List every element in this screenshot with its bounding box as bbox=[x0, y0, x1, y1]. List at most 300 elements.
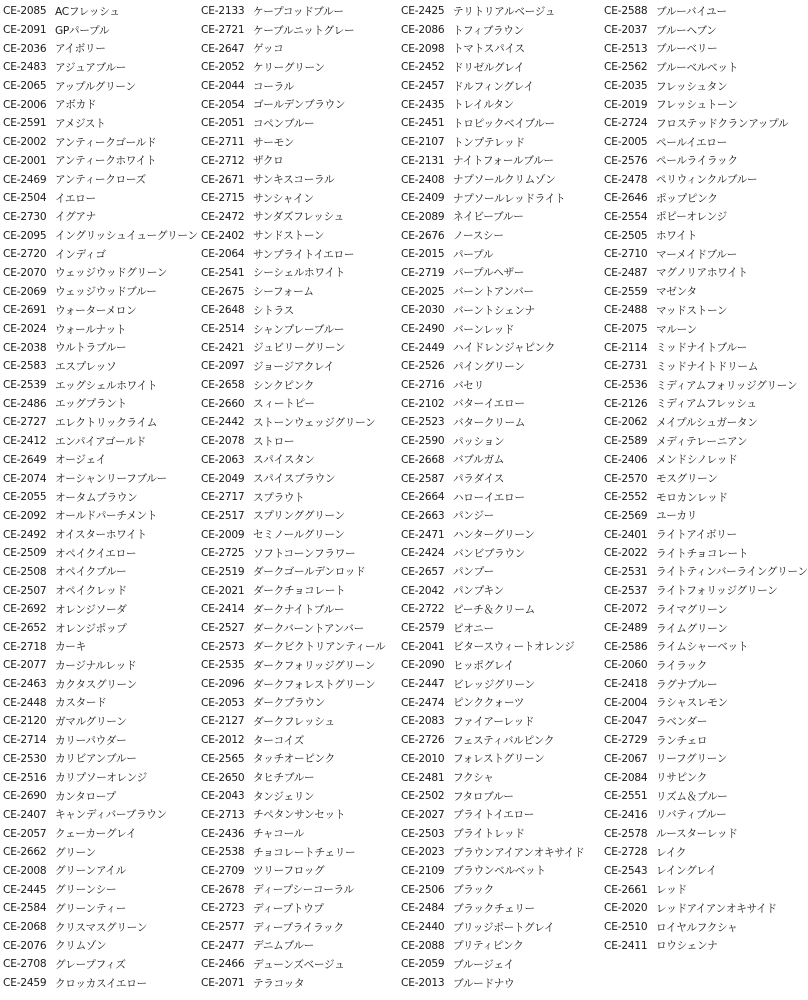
color-code: CE-2713 bbox=[201, 808, 245, 821]
color-code: CE-2727 bbox=[3, 416, 47, 429]
list-item bbox=[604, 2, 800, 21]
list-item bbox=[401, 544, 597, 563]
color-name: GPパープル bbox=[55, 24, 110, 37]
color-name: オイスターホワイト bbox=[55, 529, 147, 542]
list-item bbox=[201, 245, 397, 264]
color-name: ラベンダー bbox=[656, 715, 708, 728]
color-code: CE-2712 bbox=[201, 154, 245, 167]
color-code: CE-2074 bbox=[3, 472, 47, 485]
list-item bbox=[401, 600, 597, 619]
color-name: ラシャスレモン bbox=[656, 697, 728, 710]
list-item bbox=[604, 507, 800, 526]
color-code: CE-2589 bbox=[604, 435, 648, 448]
color-code: CE-2509 bbox=[3, 547, 47, 560]
list-item bbox=[401, 170, 597, 189]
color-code: CE-2538 bbox=[201, 846, 245, 859]
list-item bbox=[401, 21, 597, 40]
list-item bbox=[604, 806, 800, 825]
color-name: ダークブラウン bbox=[253, 697, 326, 710]
list-item bbox=[604, 469, 800, 488]
list-item bbox=[401, 39, 597, 58]
color-code: CE-2047 bbox=[604, 715, 648, 728]
list-item bbox=[201, 133, 397, 152]
list-item bbox=[604, 862, 800, 881]
list-item bbox=[3, 563, 199, 582]
list-item bbox=[3, 189, 199, 208]
list-item bbox=[3, 58, 199, 77]
color-code: CE-2715 bbox=[201, 192, 245, 205]
list-item bbox=[401, 95, 597, 114]
color-code: CE-2414 bbox=[201, 603, 245, 616]
color-code: CE-2565 bbox=[201, 752, 245, 765]
list-item bbox=[201, 918, 397, 937]
color-code: CE-2440 bbox=[401, 921, 445, 934]
color-name: オールドパーチメント bbox=[55, 510, 158, 523]
color-name: シトラス bbox=[253, 304, 294, 317]
color-code: CE-2731 bbox=[604, 360, 648, 373]
color-name: ウルトラブルー bbox=[55, 342, 127, 355]
color-name: ユーカリ bbox=[656, 510, 697, 523]
color-code: CE-2517 bbox=[201, 509, 245, 522]
color-code: CE-2523 bbox=[401, 416, 445, 429]
color-name: ACフレッシュ bbox=[55, 5, 120, 18]
color-code: CE-2591 bbox=[3, 117, 47, 130]
color-name: ライマグリーン bbox=[656, 603, 728, 616]
color-code: CE-2036 bbox=[3, 42, 47, 55]
list-item bbox=[401, 2, 597, 21]
list-item bbox=[201, 712, 397, 731]
list-item bbox=[604, 600, 800, 619]
color-code: CE-2098 bbox=[401, 42, 445, 55]
list-item bbox=[3, 469, 199, 488]
list-item bbox=[3, 693, 199, 712]
list-item bbox=[604, 394, 800, 413]
color-code: CE-2543 bbox=[604, 864, 648, 877]
color-code: CE-2401 bbox=[604, 528, 648, 541]
list-item bbox=[604, 451, 800, 470]
list-item bbox=[401, 750, 597, 769]
color-name: ピンククォーツ bbox=[453, 697, 525, 710]
color-name: ラグナブルー bbox=[656, 678, 718, 691]
list-item bbox=[3, 21, 199, 40]
list-item bbox=[401, 376, 597, 395]
color-code: CE-2508 bbox=[3, 565, 47, 578]
color-code: CE-2719 bbox=[401, 266, 445, 279]
color-name: インディゴ bbox=[55, 248, 106, 261]
list-item bbox=[3, 974, 199, 993]
color-code: CE-2668 bbox=[401, 453, 445, 466]
color-name: ロウシェンナ bbox=[656, 940, 718, 953]
color-code: CE-2062 bbox=[604, 416, 648, 429]
list-column-3 bbox=[401, 2, 597, 992]
list-item bbox=[201, 843, 397, 862]
color-code: CE-2516 bbox=[3, 771, 47, 784]
color-code: CE-2442 bbox=[201, 416, 245, 429]
list-item bbox=[201, 208, 397, 227]
color-code: CE-2055 bbox=[3, 491, 47, 504]
list-item bbox=[201, 469, 397, 488]
color-name: スィートピー bbox=[253, 398, 315, 411]
color-code: CE-2002 bbox=[3, 136, 47, 149]
color-name: チペタンサンセット bbox=[253, 809, 346, 822]
color-name: ノースシー bbox=[453, 230, 504, 243]
color-name: ケリーグリーン bbox=[253, 61, 325, 74]
color-name: ウォーターメロン bbox=[55, 304, 137, 317]
color-code: CE-2718 bbox=[3, 640, 47, 653]
color-name: バタークリーム bbox=[453, 416, 526, 429]
color-name: オージェイ bbox=[55, 454, 107, 467]
list-item bbox=[604, 619, 800, 638]
list-item bbox=[401, 824, 597, 843]
list-item bbox=[604, 264, 800, 283]
color-name: ファイアーレッド bbox=[453, 715, 535, 728]
color-name: イエロー bbox=[55, 192, 96, 205]
color-code: CE-2042 bbox=[401, 584, 445, 597]
color-name: ダークチョコレート bbox=[253, 585, 346, 598]
list-item bbox=[201, 880, 397, 899]
color-name: オペイクイエロー bbox=[55, 547, 137, 560]
color-name: サンキスコーラル bbox=[253, 174, 335, 187]
color-name: ブルードナウ bbox=[453, 977, 515, 990]
color-name: アンティークローズ bbox=[55, 174, 146, 187]
color-name: サンドストーン bbox=[253, 230, 325, 243]
list-item bbox=[3, 226, 199, 245]
color-code: CE-2083 bbox=[401, 715, 445, 728]
list-item bbox=[201, 862, 397, 881]
color-code: CE-2552 bbox=[604, 491, 648, 504]
list-item bbox=[3, 712, 199, 731]
color-code: CE-2407 bbox=[3, 808, 47, 821]
color-name: カリプソーオレンジ bbox=[55, 772, 147, 785]
color-code: CE-2086 bbox=[401, 24, 445, 37]
list-item bbox=[3, 936, 199, 955]
color-name: カンタロープ bbox=[55, 790, 116, 803]
color-code: CE-2097 bbox=[201, 360, 245, 373]
list-item bbox=[201, 974, 397, 993]
color-name: ダークナイトブルー bbox=[253, 603, 345, 616]
color-name: パラダイス bbox=[453, 473, 505, 486]
color-code: CE-2133 bbox=[201, 5, 245, 18]
color-code: CE-2507 bbox=[3, 584, 47, 597]
color-code: CE-2559 bbox=[604, 285, 648, 298]
color-name: ドルフィングレイ bbox=[453, 80, 534, 93]
color-name: コーラル bbox=[253, 80, 294, 93]
color-name: ブラック bbox=[453, 884, 494, 897]
color-name: テラコッタ bbox=[253, 977, 305, 990]
color-name: マルーン bbox=[656, 323, 697, 336]
list-item bbox=[401, 320, 597, 339]
color-code: CE-2569 bbox=[604, 509, 648, 522]
color-name: トマトスパイス bbox=[453, 43, 525, 56]
color-name: ストロー bbox=[253, 435, 295, 448]
list-item bbox=[401, 974, 597, 993]
color-name: プリティピンク bbox=[453, 940, 524, 953]
list-item bbox=[604, 936, 800, 955]
list-item bbox=[401, 955, 597, 974]
color-code: CE-2060 bbox=[604, 659, 648, 672]
list-item bbox=[401, 880, 597, 899]
list-item bbox=[401, 637, 597, 656]
list-item bbox=[3, 39, 199, 58]
color-code: CE-2711 bbox=[201, 136, 245, 149]
color-name: ディープライラック bbox=[253, 921, 344, 934]
list-item bbox=[3, 357, 199, 376]
color-code: CE-2671 bbox=[201, 173, 245, 186]
color-code: CE-2037 bbox=[604, 24, 648, 37]
color-code: CE-2662 bbox=[3, 846, 47, 859]
color-code: CE-2586 bbox=[604, 640, 648, 653]
color-code: CE-2424 bbox=[401, 547, 445, 560]
list-item bbox=[604, 208, 800, 227]
color-code: CE-2541 bbox=[201, 266, 245, 279]
list-item bbox=[604, 226, 800, 245]
color-code: CE-2519 bbox=[201, 565, 245, 578]
list-item bbox=[201, 600, 397, 619]
list-item bbox=[401, 133, 597, 152]
list-item bbox=[401, 58, 597, 77]
color-name: ライムグリーン bbox=[656, 622, 728, 635]
color-code: CE-2488 bbox=[604, 304, 648, 317]
color-code: CE-2510 bbox=[604, 921, 648, 934]
color-code: CE-2052 bbox=[201, 61, 245, 74]
color-code: CE-2579 bbox=[401, 622, 445, 635]
color-code: CE-2536 bbox=[604, 379, 648, 392]
list-column-1 bbox=[3, 2, 199, 992]
color-code: CE-2025 bbox=[401, 285, 445, 298]
color-code: CE-2077 bbox=[3, 659, 47, 672]
list-item bbox=[3, 824, 199, 843]
color-name: ライトフォリッジグリーン bbox=[656, 585, 778, 598]
list-item bbox=[3, 899, 199, 918]
color-code: CE-2474 bbox=[401, 696, 445, 709]
color-code: CE-2022 bbox=[604, 547, 648, 560]
color-name: クロッカスイエロー bbox=[55, 977, 147, 990]
color-name: エッグプラント bbox=[55, 398, 127, 411]
color-name: マッドストーン bbox=[656, 304, 728, 317]
color-name: ブルーバイユー bbox=[656, 5, 727, 18]
list-item bbox=[604, 432, 800, 451]
list-item bbox=[401, 301, 597, 320]
color-code: CE-2421 bbox=[201, 341, 245, 354]
color-code: CE-2091 bbox=[3, 24, 47, 37]
color-code: CE-2708 bbox=[3, 958, 47, 971]
color-name: タンジェリン bbox=[253, 790, 315, 803]
color-name: バンビブラウン bbox=[453, 547, 526, 560]
color-name: セミノールグリーン bbox=[253, 529, 345, 542]
list-item bbox=[201, 656, 397, 675]
color-name: ポップピンク bbox=[656, 192, 718, 205]
color-name: リサピンク bbox=[656, 772, 708, 785]
color-name: ツリーフロッグ bbox=[253, 865, 325, 878]
color-code: CE-2678 bbox=[201, 883, 245, 896]
list-item bbox=[3, 338, 199, 357]
color-code: CE-2084 bbox=[604, 771, 648, 784]
color-name: ケーブルニットグレー bbox=[253, 24, 355, 37]
color-name: ディープトウプ bbox=[253, 902, 324, 915]
color-name: サンダズフレッシュ bbox=[253, 211, 344, 224]
list-item bbox=[3, 245, 199, 264]
color-code: CE-2661 bbox=[604, 883, 648, 896]
list-item bbox=[201, 637, 397, 656]
color-code: CE-2664 bbox=[401, 491, 445, 504]
color-code: CE-2481 bbox=[401, 771, 445, 784]
color-code: CE-2012 bbox=[201, 734, 245, 747]
color-name: エンパイアゴールド bbox=[55, 435, 146, 448]
color-code: CE-2090 bbox=[401, 659, 445, 672]
color-code: CE-2729 bbox=[604, 734, 648, 747]
color-name: メンドシノレッド bbox=[656, 454, 738, 467]
list-item bbox=[604, 39, 800, 58]
color-code: CE-2411 bbox=[604, 939, 648, 952]
list-item bbox=[3, 862, 199, 881]
color-name: オレンジソーダ bbox=[55, 603, 127, 616]
color-code: CE-2435 bbox=[401, 98, 445, 111]
color-code: CE-2576 bbox=[604, 154, 648, 167]
list-item bbox=[3, 955, 199, 974]
color-name: ブラウンアイアンオキサイド bbox=[453, 846, 585, 859]
color-code: CE-2030 bbox=[401, 304, 445, 317]
list-item bbox=[3, 581, 199, 600]
color-name: モロカンレッド bbox=[656, 491, 728, 504]
color-name: バブルガム bbox=[453, 454, 505, 467]
list-item bbox=[604, 843, 800, 862]
color-code: CE-2070 bbox=[3, 266, 47, 279]
color-name: グリーン bbox=[55, 846, 96, 859]
list-item bbox=[201, 936, 397, 955]
color-code: CE-2502 bbox=[401, 790, 445, 803]
list-item bbox=[401, 469, 597, 488]
list-item bbox=[3, 768, 199, 787]
list-item bbox=[201, 376, 397, 395]
list-item bbox=[3, 488, 199, 507]
list-item bbox=[604, 21, 800, 40]
list-item bbox=[3, 806, 199, 825]
color-name: ドリゼルグレイ bbox=[453, 61, 525, 74]
color-name: ロイヤルフクシャ bbox=[656, 921, 738, 934]
list-item bbox=[201, 787, 397, 806]
color-code: CE-2035 bbox=[604, 80, 648, 93]
color-name: アンティークホワイト bbox=[55, 155, 157, 168]
color-code: CE-2709 bbox=[201, 864, 245, 877]
color-name: フォレストグリーン bbox=[453, 753, 545, 766]
color-code: CE-2483 bbox=[3, 61, 47, 74]
list-item bbox=[401, 488, 597, 507]
list-item bbox=[3, 376, 199, 395]
color-code: CE-2728 bbox=[604, 846, 648, 859]
color-name: ペールライラック bbox=[656, 155, 738, 168]
list-item bbox=[201, 544, 397, 563]
color-code: CE-2487 bbox=[604, 266, 648, 279]
color-name: ウォールナット bbox=[55, 323, 127, 336]
list-item bbox=[3, 208, 199, 227]
color-name: ライトチョコレート bbox=[656, 547, 749, 560]
color-code: CE-2710 bbox=[604, 248, 648, 261]
color-code: CE-2466 bbox=[201, 958, 245, 971]
color-code: CE-2657 bbox=[401, 565, 445, 578]
list-item bbox=[3, 451, 199, 470]
color-code: CE-2078 bbox=[201, 435, 245, 448]
list-item bbox=[401, 264, 597, 283]
color-code: CE-2484 bbox=[401, 902, 445, 915]
list-item bbox=[604, 544, 800, 563]
list-item bbox=[401, 282, 597, 301]
color-name: デニムブルー bbox=[253, 940, 314, 953]
color-name: カクタスグリーン bbox=[55, 678, 137, 691]
color-code: CE-2551 bbox=[604, 790, 648, 803]
list-item bbox=[604, 637, 800, 656]
list-item bbox=[3, 787, 199, 806]
list-item bbox=[604, 58, 800, 77]
list-item bbox=[201, 58, 397, 77]
color-code: CE-2730 bbox=[3, 210, 47, 223]
color-code: CE-2506 bbox=[401, 883, 445, 896]
color-code: CE-2095 bbox=[3, 229, 47, 242]
list-item bbox=[401, 152, 597, 171]
list-item bbox=[3, 637, 199, 656]
list-item bbox=[201, 152, 397, 171]
list-item bbox=[201, 226, 397, 245]
color-code: CE-2409 bbox=[401, 192, 445, 205]
color-name: ミッドナイトブルー bbox=[656, 342, 747, 355]
color-name: ピーチ＆クリーム bbox=[453, 603, 535, 616]
color-name: ホワイト bbox=[656, 230, 697, 243]
color-name: ソフトコーンフラワー bbox=[253, 547, 356, 560]
color-code: CE-2120 bbox=[3, 715, 47, 728]
color-code: CE-2514 bbox=[201, 323, 245, 336]
color-code: CE-2067 bbox=[604, 752, 648, 765]
color-code: CE-2577 bbox=[201, 921, 245, 934]
list-item bbox=[201, 39, 397, 58]
list-item bbox=[3, 394, 199, 413]
color-name: ハンターグリーン bbox=[453, 529, 535, 542]
color-name: チャコール bbox=[253, 828, 304, 841]
color-code: CE-2075 bbox=[604, 323, 648, 336]
color-code: CE-2109 bbox=[401, 864, 445, 877]
color-name: ブラックチェリー bbox=[453, 902, 535, 915]
color-name: イングリッシュイューグリーン bbox=[55, 230, 198, 243]
color-name: クリスマスグリーン bbox=[55, 921, 148, 934]
color-name: ネイビーブルー bbox=[453, 211, 524, 224]
color-code: CE-2425 bbox=[401, 5, 445, 18]
list-item bbox=[604, 731, 800, 750]
color-code: CE-2573 bbox=[201, 640, 245, 653]
color-code: CE-2020 bbox=[604, 902, 648, 915]
color-code: CE-2489 bbox=[604, 622, 648, 635]
list-item bbox=[604, 114, 800, 133]
color-code: CE-2449 bbox=[401, 341, 445, 354]
list-item bbox=[201, 899, 397, 918]
list-item bbox=[201, 824, 397, 843]
color-code: CE-2527 bbox=[201, 622, 245, 635]
color-code: CE-2071 bbox=[201, 977, 245, 990]
color-code: CE-2722 bbox=[401, 603, 445, 616]
list-item bbox=[604, 245, 800, 264]
list-item bbox=[3, 619, 199, 638]
color-code: CE-2478 bbox=[604, 173, 648, 186]
color-code: CE-2021 bbox=[201, 584, 245, 597]
color-name: ガマルグリーン bbox=[55, 715, 127, 728]
color-code: CE-2505 bbox=[604, 229, 648, 242]
list-column-4 bbox=[604, 2, 808, 955]
color-code: CE-2059 bbox=[401, 958, 445, 971]
color-name: クリムゾン bbox=[55, 940, 107, 953]
color-code: CE-2044 bbox=[201, 80, 245, 93]
list-item bbox=[604, 899, 800, 918]
list-item bbox=[3, 264, 199, 283]
color-code: CE-2716 bbox=[401, 379, 445, 392]
color-code: CE-2057 bbox=[3, 827, 47, 840]
list-item bbox=[201, 114, 397, 133]
